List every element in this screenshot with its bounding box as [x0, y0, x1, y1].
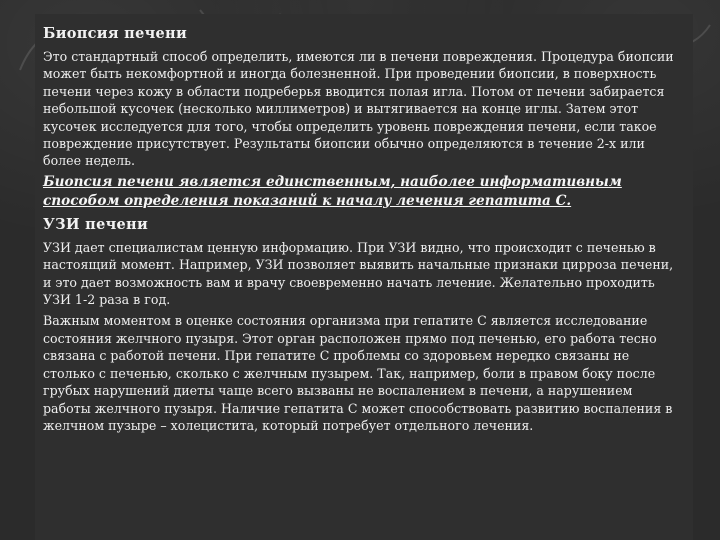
paragraph-gallbladder: Важным моментом в оценке состояния организма при гепатите С является исследование состояния желчного пузыря. Этот орган расположен прямо под печенью, его работа тесно связана с работой печени. При гепатите С проблемы со здоровьем нередко связаны не столько с печенью, сколько с желчным пузырем. Так, например, боли в правом боку после грубых нарушений диеты чаще всего вызваны не воспалением в печени, а нарушением работы желчного пузыря. Наличие гепатита С может способствовать развитию воспаления в желчном пузыре – холецистита, который потребует отдельного лечения.: [43, 313, 673, 433]
callout-biopsy: Биопсия печени является единственным, наиболее информативным способом определения показаний к началу лечения гепатита С.: [43, 173, 622, 209]
paragraph-biopsy: Это стандартный способ определить, имеются ли в печени повреждения. Процедура биопсии может быть некомфортной и иногда болезненной. При проведении биопсии, в поверхность печени через кожу в области подреберья вводится полая игла. Потом от печени забирается небольшой кусочек (несколько миллиметров) и вытягивается на конце иглы. Затем этот кусочек исследуется для того, чтобы определить уровень повреждения печени, если такое повреждение присутствует. Результаты биопсии обычно определяются в течение 2-х или более недель.: [43, 49, 674, 169]
paragraph-ultrasound: УЗИ дает специалистам ценную информацию. При УЗИ видно, что происходит с печенью в настоящий момент. Например, УЗИ позволяет выявить начальные признаки цирроза печени, и это дает возможность вам и врачу своевременно начать лечение. Желательно проходить УЗИ 1-2 раза в год.: [43, 239, 674, 308]
heading-ultrasound: УЗИ печени: [43, 215, 149, 233]
heading-biopsy: Биопсия печени: [43, 25, 188, 42]
slide-content: [43, 24, 675, 434]
